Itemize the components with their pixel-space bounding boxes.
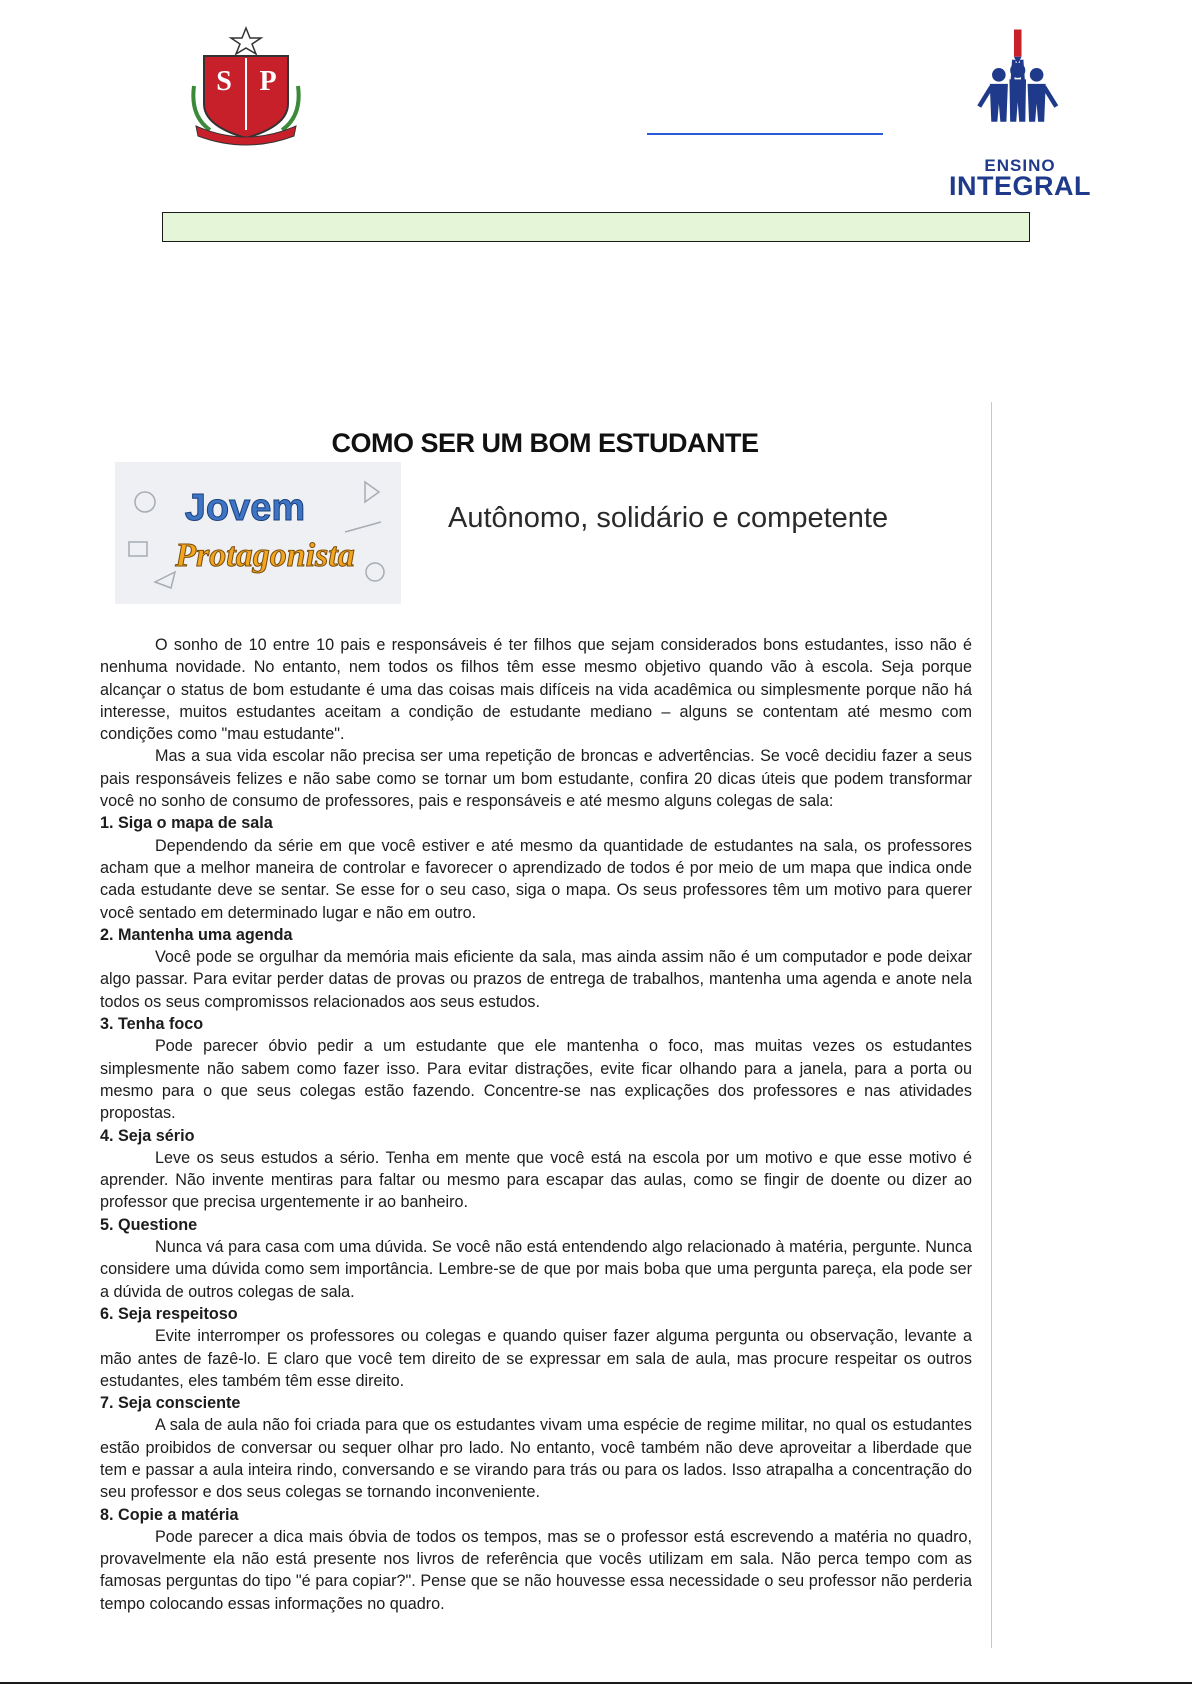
tip-body-3: Pode parecer óbvio pedir a um estudante que ele mantenha o foco, mas muitas vezes os estudantes simplesmente não sabem como fazer isso. Para evitar distrações, evite ficar olhando para a janela, para a porta ou mesmo para o que seus colegas estão fazendo. Concentre-se nas explicações dos professores e nas atividades propostas. <box>100 1037 972 1123</box>
jovem-protagonista-banner <box>115 462 401 604</box>
tip-body-1: Dependendo da série em que você estiver e até mesmo da quantidade de estudantes na sala, os professores acham que a melhor maneira de controlar e favorecer o aprendizado de todos é por meio de um mapa que indica onde cada estudante deve se sentar. Se esse for o seu caso, siga o mapa. Os seus professores têm um motivo para querer você sentado em determinado lugar e não em outro. <box>100 836 972 922</box>
margin-rule <box>991 402 992 1648</box>
tip-body-8: Pode parecer a dica mais óbvia de todos os tempos, mas se o professor está escrevendo a matéria no quadro, provavelmente ela não está presente nos livros de referência que vocês utilizam em sala. Não perca tempo com as famosas perguntas do tipo "é para copiar?". Pense que se não houvesse essa necessidade o seu professor não perderia tempo colocando essas informações no quadro. <box>100 1527 972 1613</box>
tip-body-6: Evite interromper os professores ou colegas e quando quiser fazer alguma pergunta ou observação, levante a mão antes de fazê-lo. E claro que você tem direito de se expressar em sala de aula, mas procure respeitar os outros estudantes, eles também têm esse direito. <box>100 1327 972 1390</box>
article-body <box>100 634 972 1615</box>
banner-word-protagonista: Protagonista <box>175 537 355 574</box>
tip-body-2: Você pode se orgulhar da memória mais eficiente da sala, mas ainda assim não é um computador e pode deixar algo passar. Para evitar perder datas de provas ou prazos de entrega de trabalhos, mantenha uma agenda e anote nela todos os seus compromissos relacionados aos seus estudos. <box>100 948 972 1011</box>
tip-heading-5: 5. Questione <box>100 1215 198 1234</box>
sao-paulo-state-seal <box>190 26 302 146</box>
tip-body-5: Nunca vá para casa com uma dúvida. Se você não está entendendo algo relacionado à matéria, pergunte. Nunca considere uma dúvida como sem importância. Lembre-se de que por mais boba que uma pergunta pareça, ela pode ser a dúvida de outros colegas de sala. <box>100 1238 972 1301</box>
tip-heading-1: 1. Siga o mapa de sala <box>100 814 273 833</box>
banner-word-jovem: Jovem <box>184 487 306 529</box>
logo-word-ensino: ENSINO <box>984 156 1056 175</box>
ensino-integral-logo <box>940 28 1100 158</box>
seal-letter-p: P <box>259 66 277 97</box>
intro-paragraph-1: O sonho de 10 entre 10 pais e responsáveis é ter filhos que sejam considerados bons estudantes, isso não é nenhuma novidade. No entanto, nem todos os filhos têm esse mesmo objetivo quando vão à escola. Seja porque alcançar o status de bom estudante é uma das coisas mais difíceis na vida acadêmica ou simplesmente porque não há interesse, muitos estudantes aceitam a condição de estudante mediano – alguns se contentam até mesmo com condições como "mau estudante". <box>100 636 972 744</box>
tip-heading-6: 6. Seja respeitoso <box>100 1304 238 1323</box>
document-subtitle: Autônomo, solidário e competente <box>448 502 889 534</box>
tip-heading-3: 3. Tenha foco <box>100 1015 204 1034</box>
header-band <box>162 212 1030 242</box>
tip-heading-4: 4. Seja sério <box>100 1126 195 1145</box>
page-bottom-rule <box>0 1682 1192 1684</box>
external-link[interactable] <box>647 133 883 135</box>
tip-body-7: A sala de aula não foi criada para que os estudantes vivam uma espécie de regime militar, no qual os estudantes estão proibidos de conversar ou sequer olhar pro lado. No entanto, você também não deve aproveitar a liberdade que tem e passar a aula inteira rindo, conversando e se virando para trás ou para os lados. Isso atrapalha a concentração do seu professor e dos seus colegas se tornando inconveniente. <box>100 1416 972 1502</box>
tip-heading-8: 8. Copie a matéria <box>100 1505 239 1524</box>
logo-word-integral: INTEGRAL <box>949 171 1091 201</box>
tip-heading-2: 2. Mantenha uma agenda <box>100 925 293 944</box>
tip-heading-7: 7. Seja consciente <box>100 1394 241 1413</box>
tip-body-4: Leve os seus estudos a sério. Tenha em mente que você está na escola por um motivo e que esse motivo é aprender. Não invente mentiras para faltar ou mesmo para escapar das aulas, como se fingir de doente ou dizer ao professor que precisa urgentemente ir ao banheiro. <box>100 1148 972 1212</box>
intro-paragraph-2: Mas a sua vida escolar não precisa ser uma repetição de broncas e advertências. Se você decidiu fazer a seus pais responsáveis felizes e não sabe como se tornar um bom estudante, confira 20 dicas úteis que podem transformar você no sonho de consumo de professores, pais e responsáveis e até mesmo alguns colegas de sala: <box>100 747 972 811</box>
seal-letter-s: S <box>216 66 232 97</box>
document-title: COMO SER UM BOM ESTUDANTE <box>331 428 759 458</box>
